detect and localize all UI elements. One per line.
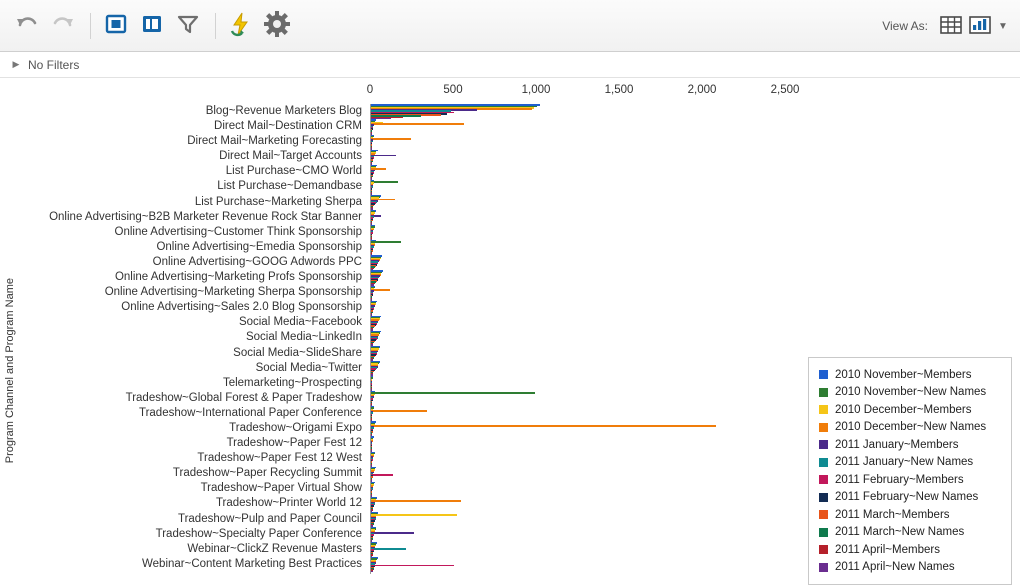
- bar[interactable]: [371, 410, 427, 412]
- bar[interactable]: [371, 548, 406, 550]
- category-label: Social Media~Twitter: [255, 361, 362, 374]
- chart-container: [0, 78, 1020, 574]
- layout-columns-button[interactable]: [135, 9, 169, 43]
- legend-item[interactable]: [819, 401, 1001, 419]
- bar-group: [371, 240, 800, 255]
- layout-panel-button[interactable]: [99, 9, 133, 43]
- y-axis-category-labels: [22, 104, 368, 572]
- legend-swatch: [819, 405, 828, 414]
- x-tick-label: 0: [366, 84, 374, 96]
- view-as-label: View As:: [882, 19, 928, 33]
- bar-group: [371, 421, 800, 436]
- category-label: Online Advertising~Marketing Sherpa Sponsorship: [104, 286, 362, 299]
- legend-item[interactable]: [819, 384, 1001, 402]
- category-label: Online Advertising~B2B Marketer Revenue Rock Star Banner: [49, 210, 362, 223]
- view-as-dropdown-button[interactable]: [996, 13, 1010, 39]
- filter-button[interactable]: [171, 9, 205, 43]
- category-label: Blog~Revenue Marketers Blog: [205, 105, 362, 117]
- legend-label: 2010 November~Members: [835, 368, 972, 381]
- panel-right-icon: [104, 12, 128, 39]
- x-tick-label: 2,000: [687, 84, 717, 96]
- bar[interactable]: [371, 241, 401, 243]
- bar-group: [371, 149, 800, 164]
- legend-swatch: [819, 388, 828, 397]
- legend-swatch: [819, 493, 828, 502]
- refresh-button[interactable]: [224, 9, 258, 43]
- legend-label: 2011 January~Members: [835, 438, 959, 451]
- toolbar-action-group: [224, 9, 296, 43]
- bar[interactable]: [371, 155, 396, 157]
- plot-area: [370, 104, 800, 574]
- legend-item[interactable]: [819, 506, 1001, 524]
- bar-group: [371, 481, 800, 496]
- bar[interactable]: [371, 474, 393, 476]
- x-axis-tick-labels: [366, 78, 810, 104]
- view-as-table-button[interactable]: [938, 13, 964, 39]
- category-label: Tradeshow~Paper Fest 12: [226, 437, 362, 450]
- toolbar-separator-2: [215, 13, 216, 39]
- category-label: Tradeshow~Paper Virtual Show: [200, 482, 362, 495]
- legend-swatch: [819, 528, 828, 537]
- bar-group: [371, 300, 800, 315]
- legend-item[interactable]: [819, 366, 1001, 384]
- bar-group: [371, 104, 800, 119]
- toolbar-history-group: [10, 9, 82, 43]
- bar[interactable]: [371, 500, 461, 502]
- category-label: Tradeshow~Paper Recycling Summit: [172, 467, 362, 480]
- lightning-refresh-icon: [228, 11, 254, 40]
- category-label: Online Advertising~Customer Think Sponsorship: [114, 225, 362, 238]
- bar-group: [371, 391, 800, 406]
- undo-icon: [14, 11, 40, 40]
- bar-group: [371, 496, 800, 511]
- legend-label: 2011 February~Members: [835, 473, 964, 486]
- legend-label: 2010 December~Members: [835, 403, 972, 416]
- legend-item[interactable]: [819, 471, 1001, 489]
- bar-group: [371, 376, 800, 391]
- category-label: Direct Mail~Target Accounts: [219, 150, 362, 163]
- category-label: Online Advertising~Emedia Sponsorship: [156, 240, 362, 253]
- category-label: Social Media~LinkedIn: [245, 331, 362, 344]
- legend-swatch: [819, 563, 828, 572]
- bar-group: [371, 330, 800, 345]
- legend-swatch: [819, 475, 828, 484]
- legend-item[interactable]: [819, 489, 1001, 507]
- category-label: Direct Mail~Destination CRM: [214, 120, 362, 133]
- x-tick-label: 2,500: [770, 84, 800, 96]
- legend-item[interactable]: [819, 436, 1001, 454]
- triangle-right-icon[interactable]: ▶: [12, 59, 20, 69]
- category-label: Webinar~ClickZ Revenue Masters: [187, 542, 362, 555]
- bar[interactable]: [371, 571, 373, 573]
- category-label: Tradeshow~Global Forest & Paper Tradeshow: [125, 391, 362, 404]
- panel-left-icon: [140, 12, 164, 39]
- view-as-group: [882, 0, 1010, 52]
- legend-label: 2010 December~New Names: [835, 421, 987, 434]
- view-as-chart-button[interactable]: [967, 13, 993, 39]
- toolbar-separator-1: [90, 13, 91, 39]
- bar[interactable]: [371, 123, 464, 125]
- bar-group: [371, 542, 800, 557]
- legend-label: 2011 April~New Names: [835, 561, 955, 574]
- category-label: Telemarketing~Prospecting: [222, 376, 362, 389]
- legend-item[interactable]: [819, 419, 1001, 437]
- redo-button[interactable]: [46, 9, 80, 43]
- legend-label: 2011 April~Members: [835, 543, 940, 556]
- category-label: Online Advertising~GOOG Adwords PPC: [152, 255, 362, 268]
- category-label: Tradeshow~Origami Expo: [229, 421, 362, 434]
- bar[interactable]: [371, 392, 535, 394]
- x-tick-label: 1,500: [604, 84, 634, 96]
- settings-button[interactable]: [260, 9, 294, 43]
- legend-item[interactable]: [819, 541, 1001, 559]
- bar[interactable]: [371, 532, 414, 534]
- bar[interactable]: [371, 565, 454, 567]
- legend-swatch: [819, 370, 828, 379]
- legend-label: 2010 November~New Names: [835, 386, 987, 399]
- bar-group: [371, 451, 800, 466]
- bar-group: [371, 285, 800, 300]
- bar-group: [371, 179, 800, 194]
- bar-group: [371, 225, 800, 240]
- bar[interactable]: [371, 425, 716, 427]
- category-label: Tradeshow~Paper Fest 12 West: [197, 452, 362, 465]
- category-label: List Purchase~CMO World: [225, 165, 362, 178]
- legend-label: 2011 January~New Names: [835, 456, 974, 469]
- legend-swatch: [819, 440, 828, 449]
- bar-group: [371, 527, 800, 542]
- legend-swatch: [819, 510, 828, 519]
- bar-group: [371, 466, 800, 481]
- legend-item[interactable]: [819, 524, 1001, 542]
- bar-group: [371, 195, 800, 210]
- bar-group: [371, 346, 800, 361]
- chevron-down-icon: ▼: [998, 20, 1008, 32]
- gear-icon: [263, 10, 291, 41]
- category-label: Direct Mail~Marketing Forecasting: [187, 135, 362, 148]
- legend-swatch: [819, 545, 828, 554]
- category-label: Tradeshow~Printer World 12: [215, 497, 362, 510]
- bar-group: [371, 406, 800, 421]
- bar[interactable]: [371, 138, 411, 140]
- x-tick-label: 500: [443, 84, 463, 96]
- category-label: List Purchase~Demandbase: [217, 180, 362, 193]
- bar-group: [371, 315, 800, 330]
- category-label: Tradeshow~Pulp and Paper Council: [177, 512, 362, 525]
- chart-view-icon: [969, 14, 991, 39]
- category-label: Webinar~Content Marketing Best Practices: [142, 557, 362, 570]
- redo-icon: [50, 11, 76, 40]
- x-tick-label: 1,000: [521, 84, 551, 96]
- legend-label: 2011 March~Members: [835, 508, 950, 521]
- legend-item[interactable]: [819, 454, 1001, 472]
- bar-group: [371, 361, 800, 376]
- legend-item[interactable]: [819, 559, 1001, 577]
- legend-swatch: [819, 458, 828, 467]
- category-label: Online Advertising~Marketing Profs Sponsorship: [114, 271, 362, 284]
- bar-group: [371, 164, 800, 179]
- category-label: Tradeshow~International Paper Conference: [138, 406, 362, 419]
- category-label: Social Media~SlideShare: [233, 346, 362, 359]
- bar-group: [371, 270, 800, 285]
- chart-legend: [808, 357, 1012, 585]
- bar[interactable]: [371, 181, 398, 183]
- filter-bar-label: No Filters: [28, 57, 80, 72]
- table-view-icon: [940, 14, 962, 39]
- bar-group: [371, 134, 800, 149]
- filter-bar[interactable]: [0, 52, 1020, 78]
- funnel-icon: [176, 12, 200, 39]
- legend-label: 2011 February~New Names: [835, 491, 979, 504]
- y-axis-title: Program Channel and Program Name: [4, 278, 16, 464]
- bar-group: [371, 512, 800, 527]
- category-label: Online Advertising~Sales 2.0 Blog Sponsorship: [121, 301, 362, 314]
- bar-group: [371, 557, 800, 572]
- bar-group: [371, 119, 800, 134]
- undo-button[interactable]: [10, 9, 44, 43]
- category-label: List Purchase~Marketing Sherpa: [194, 195, 362, 208]
- legend-label: 2011 March~New Names: [835, 526, 965, 539]
- toolbar-layout-group: [99, 9, 207, 43]
- category-label: Social Media~Facebook: [238, 316, 362, 329]
- bar-group: [371, 255, 800, 270]
- toolbar: [0, 0, 1020, 52]
- bar-group: [371, 210, 800, 225]
- legend-swatch: [819, 423, 828, 432]
- bar-group: [371, 436, 800, 451]
- category-label: Tradeshow~Specialty Paper Conference: [155, 527, 362, 540]
- bar[interactable]: [371, 514, 457, 516]
